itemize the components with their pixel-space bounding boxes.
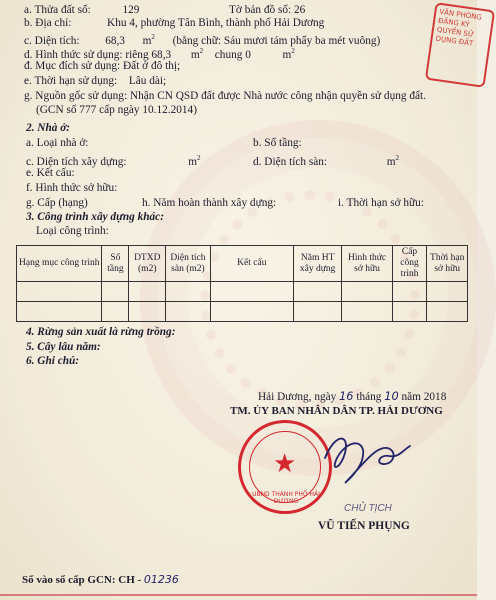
purpose-label: đ. Mục đích sử dụng: bbox=[24, 60, 121, 72]
signer-name: VŨ TIẾN PHỤNG bbox=[318, 520, 410, 532]
completion-year-label: h. Năm hoàn thành xây dựng: bbox=[142, 197, 277, 209]
signoff-month-label: tháng bbox=[356, 391, 382, 403]
usage-common-value: chung 0 bbox=[214, 48, 251, 61]
table-row bbox=[17, 302, 468, 322]
registry-number-value: 01236 bbox=[143, 573, 179, 586]
col-grade: Cấp công trình bbox=[392, 246, 427, 282]
notes-heading: 6. Ghi chú: bbox=[26, 355, 80, 367]
side-stamp-text: VĂN PHÒNG ĐĂNG KÝ QUYỀN SỬ DỤNG ĐẤT bbox=[435, 7, 483, 48]
parcel-number-label: a. Thửa đất số: bbox=[24, 4, 91, 16]
other-works-table bbox=[16, 245, 468, 322]
house-heading: 2. Nhà ở: bbox=[26, 122, 71, 134]
signoff-month: 10 bbox=[384, 390, 399, 403]
usage-private-value: riêng 68,3 bbox=[125, 48, 172, 61]
purpose-value: Đất ở đô thị; bbox=[123, 60, 181, 72]
forest-heading: 4. Rừng sản xuất là rừng trồng: bbox=[26, 326, 176, 338]
col-building-area: DTXD (m2) bbox=[129, 246, 166, 282]
term-label: e. Thời hạn sử dụng: bbox=[24, 75, 118, 87]
parcel-number-value: 129 bbox=[122, 4, 140, 16]
star-icon: ★ bbox=[273, 449, 297, 478]
purpose-row bbox=[24, 60, 180, 73]
origin-value: Nhận CN QSD đất được Nhà nước công nhận quyền sử dụng đất. bbox=[129, 90, 426, 102]
map-sheet-label: Tờ bản đồ số: bbox=[229, 4, 292, 16]
address-label: b. Địa chỉ: bbox=[24, 17, 72, 29]
building-area-unit: m bbox=[188, 155, 198, 168]
map-sheet-row bbox=[229, 4, 305, 17]
signoff-date-row bbox=[258, 390, 446, 404]
col-completion-year: Năm HT xây dựng bbox=[293, 246, 341, 282]
usage-private-unit: m bbox=[190, 48, 200, 61]
col-floor-area: Diện tích sàn (m2) bbox=[166, 246, 210, 282]
col-item: Hạng mục công trình bbox=[17, 246, 102, 282]
col-ownership-form: Hình thức sở hữu bbox=[342, 246, 392, 282]
signoff-year: năm 2018 bbox=[401, 391, 447, 403]
house-type-label: a. Loại nhà ở: bbox=[26, 137, 89, 149]
area-value: 68,3 bbox=[105, 34, 125, 47]
registry-number-label: Số vào sổ cấp GCN: CH - bbox=[22, 574, 142, 586]
ownership-term-label: i. Thời hạn sở hữu: bbox=[338, 197, 424, 209]
signer-title: CHỦ TỊCH bbox=[344, 503, 392, 514]
term-value: Lâu dài; bbox=[128, 75, 167, 87]
registry-number-row bbox=[22, 573, 179, 587]
area-unit: m bbox=[142, 34, 152, 47]
area-in-words: (bằng chữ: Sáu mươi tám phẩy ba mét vuông) bbox=[172, 34, 381, 47]
signoff-day: 16 bbox=[339, 390, 354, 403]
floor-area-label: d. Diện tích sàn: bbox=[253, 155, 328, 168]
origin-note: (GCN số 777 cấp ngày 10.12.2014) bbox=[36, 104, 197, 116]
seal-text: UBND THÀNH PHỐ HẢI DƯƠNG bbox=[252, 491, 320, 505]
origin-note-row bbox=[36, 104, 197, 117]
work-type-label: Loại công trình: bbox=[36, 225, 109, 237]
signoff-place: Hải Dương, ngày bbox=[258, 391, 337, 403]
building-area-row: c. Diện tích xây dựng: $m^2$ bbox=[26, 154, 201, 168]
usage-form-label: d. Hình thức sử dụng: bbox=[24, 48, 123, 61]
grade-label: g. Cấp (hạng) bbox=[26, 197, 88, 209]
structure-label: e. Kết cấu: bbox=[26, 167, 75, 179]
table-row bbox=[17, 282, 468, 302]
perennial-heading: 5. Cây lâu năm: bbox=[26, 341, 101, 353]
col-floors: Số tầng bbox=[102, 246, 129, 282]
signoff-authority: TM. ỦY BAN NHÂN DÂN TP. HẢI DƯƠNG bbox=[230, 405, 443, 417]
side-stamp bbox=[425, 2, 495, 88]
area-label: c. Diện tích: bbox=[24, 34, 80, 47]
floor-area-unit: m bbox=[386, 155, 396, 168]
usage-common-unit: m bbox=[282, 48, 292, 61]
address-row bbox=[24, 17, 324, 30]
signature bbox=[315, 428, 415, 490]
building-area-label: c. Diện tích xây dựng: bbox=[26, 155, 127, 168]
col-structure: Kết cấu bbox=[210, 246, 293, 282]
origin-row bbox=[24, 90, 426, 103]
usage-form-row: d. Hình thức sử dụng: riêng 68,3 $m^2$ chung 0 $m^2$ bbox=[24, 47, 295, 61]
footer-divider bbox=[0, 594, 477, 596]
area-row: c. Diện tích: 68,3 $m^2$ (bằng chữ: Sáu mươi tám phẩy ba mét vuông) bbox=[24, 33, 381, 47]
house-floors-label: b. Số tầng: bbox=[253, 137, 302, 149]
table-header-row bbox=[17, 246, 468, 282]
address-value: Khu 4, phường Tân Bình, thành phố Hải Dương bbox=[107, 17, 325, 29]
parcel-number-row bbox=[24, 4, 139, 17]
other-works-heading: 3. Công trình xây dựng khác: bbox=[26, 211, 164, 223]
col-ownership-term: Thời hạn sở hữu bbox=[427, 246, 468, 282]
ownership-form-label: f. Hình thức sở hữu: bbox=[26, 182, 118, 194]
origin-label: g. Nguồn gốc sử dụng: bbox=[24, 90, 128, 102]
term-row bbox=[24, 75, 166, 88]
floor-area-row: d. Diện tích sàn: $m^2$ bbox=[253, 154, 399, 168]
map-sheet-value: 26 bbox=[293, 4, 306, 16]
